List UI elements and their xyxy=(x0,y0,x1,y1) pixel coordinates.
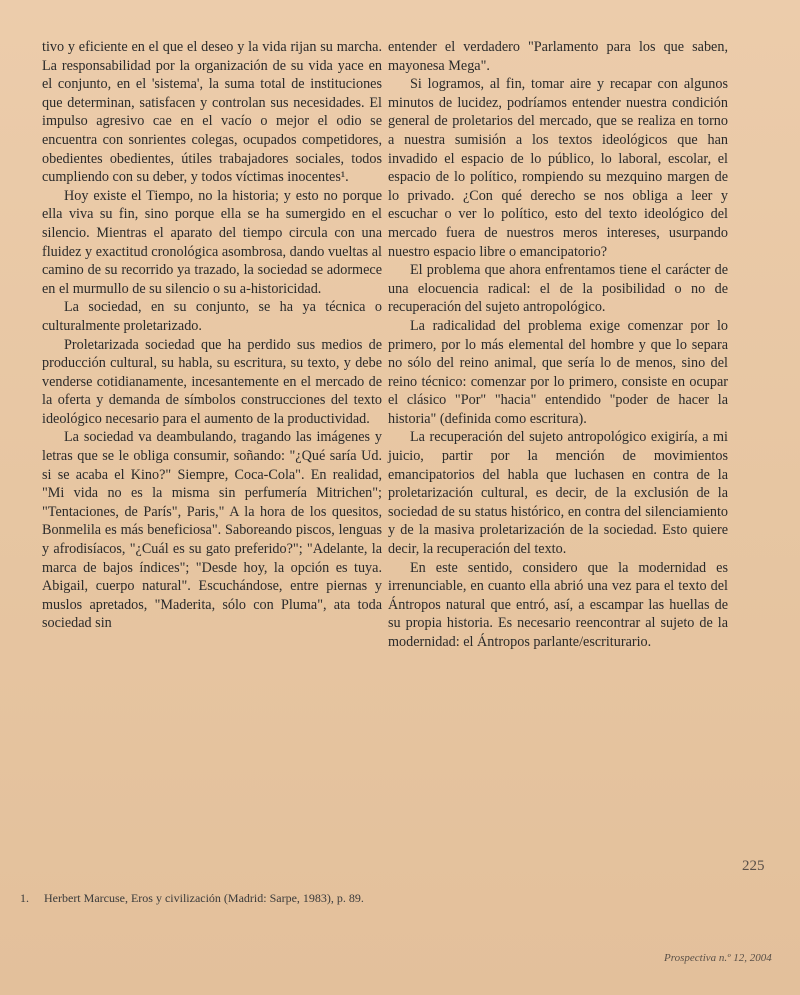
paragraph: Hoy existe el Tiempo, no la historia; y esto no porque ella viva su fin, sino porque ella se ha sumergido en el silencio. Mientras el aparato del tiempo circula con una fluidez y exactitud cronológica asombrosa, dando vueltas al camino de su recorrido ya trazado, la sociedad se adormece en el murmullo de su silencio o su a-historicidad. xyxy=(42,187,382,297)
paragraph: entender el verdadero "Parlamento para los que saben, mayonesa Mega". xyxy=(388,39,728,74)
right-column xyxy=(388,38,728,652)
paragraph: En este sentido, considero que la modernidad es irrenunciable, en cuanto ella abrió una vez para el texto del Ántropos natural que entró, así, a escampar las huellas de su propia historia. Es necesario reencontrar al sujeto de la modernidad: el Ántropos parlante/escriturario. xyxy=(388,559,728,650)
paragraph: La radicalidad del problema exige comenzar por lo primero, por lo más elemental del hombre y que lo separa no sólo del reino animal, que sería lo de menos, sino del reino técnico: comenzar por lo primero, consiste en ocupar el clásico "Por" "hacia" entendido "poder de hacer la historia" (definida como escritura). xyxy=(388,317,728,427)
paragraph: Si logramos, al fin, tomar aire y recapar con algunos minutos de lucidez, podríamos entender nuestra condición general de proletarios del mercado, que se realiza en torno a nuestra sumisión a los textos ideológicos que han invadido el espacio de lo público, lo laboral, escolar, el espacio de lo político, rompiendo su mezquino margen de lo privado. ¿Con qué derecho se nos obliga a leer y escuchar o ver lo político, esto del texto ideológico del mercado fuera de nuestros meros intereses, usurpando nuestro espacio libre o emancipatorio? xyxy=(388,76,728,260)
footnote-text: Herbert Marcuse, Eros y civilización (Madrid: Sarpe, 1983), p. 89. xyxy=(44,891,364,905)
paragraph: La sociedad va deambulando, tragando las imágenes y letras que se le obliga consumir, soñando: "¿Qué saría Ud. si se acaba el Kino?" Siempre, Coca-Cola". En realidad, "Mi vida no es la misma sin perfumería Mitrichen"; "Tentaciones, de París", Paris," A la hora de los quesitos, Bonmelila es más beneficiosa". Saboreando piscos, lenguas y afrodisíacos, "¿Cuál es su gato preferido?"; "Adelante, la marca de bajos índices"; "Desde hoy, la opción es tuya. Abigail, cuerpo natural". Escuchándose, entre piernas y muslos apretados, "Maderita, sólo con Pluma", ata toda sociedad sin xyxy=(42,429,382,632)
paragraph: La recuperación del sujeto antropológico exigiría, a mi juicio, partir por la mención de movimientos emancipatorios del habla que luchasen en contra de la proletarización cultural, es decir, de la exclusión de la sociedad de su status histórico, en contra del silenciamiento y de la masiva proletarización de la sociedad. Esto quiere decir, la recuperación del texto. xyxy=(388,429,728,558)
page-number: 225 xyxy=(742,858,765,874)
footnote-number: 1. xyxy=(20,891,29,905)
running-footer: Prospectiva n.º 12, 2004 xyxy=(664,952,772,964)
paragraph: La sociedad, en su conjunto, se ha ya técnica o culturalmente proletarizado. xyxy=(42,299,382,334)
footnote xyxy=(20,890,380,906)
left-column xyxy=(42,38,382,633)
paragraph: Proletarizada sociedad que ha perdido sus medios de producción cultural, su habla, su escritura, su texto, y debe venderse cotidianamente, incesantemente en el mercado de la oferta y demanda de símbolos construcciones del texto ideológico necesario para el aumento de la productividad. xyxy=(42,336,382,427)
paragraph: tivo y eficiente en el que el deseo y la vida rijan su marcha. La responsabilidad por la organización de su vida yace en el conjunto, en el 'sistema', la suma total de instituciones que determinan, satisfacen y controlan sus necesidades. El impulso agresivo cae en el vacío o mejor el odio se encuentra con sonrientes colegas, ocupados competidores, obedientes obedientes, útiles trabajadores sociales, todos cumpliendo con su deber, y todos víctimas inocentes¹. xyxy=(42,39,382,186)
paragraph: El problema que ahora enfrentamos tiene el carácter de una elocuencia radical: el de la posibilidad o no de recuperación del sujeto antropológico. xyxy=(388,262,728,316)
